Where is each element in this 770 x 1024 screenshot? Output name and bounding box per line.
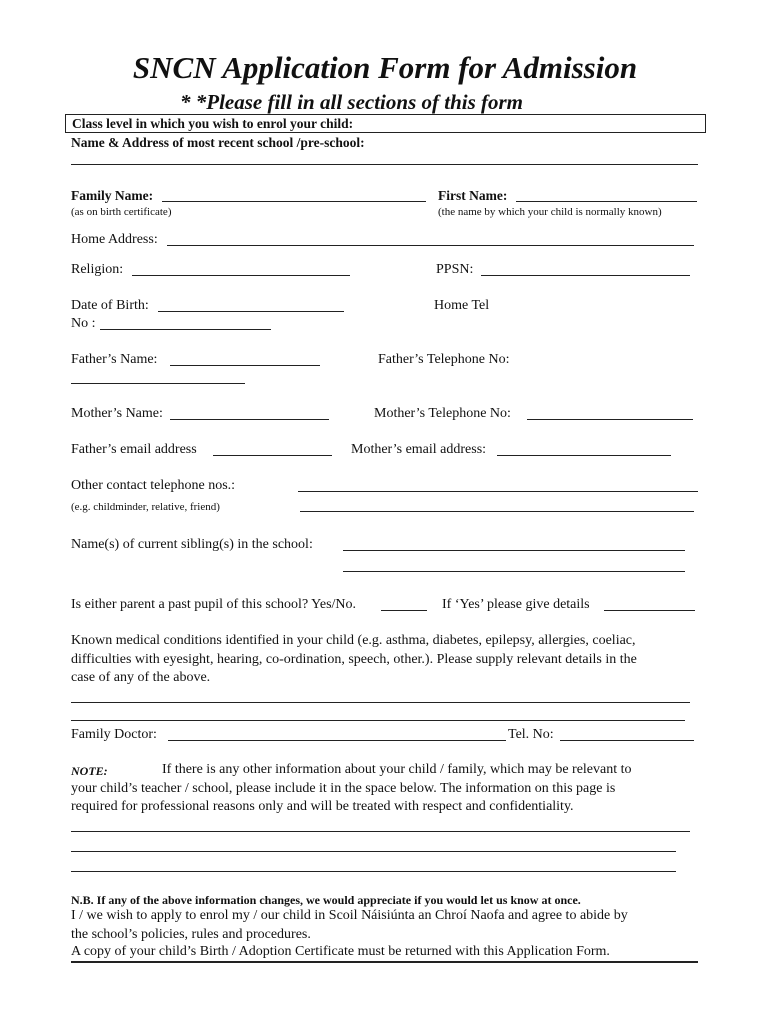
past-pupil-line[interactable] bbox=[381, 610, 427, 611]
if-yes-line[interactable] bbox=[604, 610, 695, 611]
other-contact-label: Other contact telephone nos.: bbox=[71, 478, 236, 493]
fathers-tel-label: Father’s Telephone No: bbox=[378, 352, 510, 367]
certificate-text: A copy of your child’s Birth / Adoption Certificate must be returned with this Application Form. bbox=[71, 944, 610, 959]
fathers-name-line[interactable] bbox=[170, 365, 320, 366]
if-yes-label: If ‘Yes’ please give details bbox=[442, 597, 590, 612]
medical-line-1[interactable] bbox=[71, 702, 690, 703]
recent-school-label: Name & Address of most recent school /pre-school: bbox=[71, 135, 365, 150]
agree-text-1: I / we wish to apply to enrol my / our child in Scoil Náisiúnta an Chroí Naofa and agree to abide by bbox=[71, 908, 628, 923]
note-line-2[interactable] bbox=[71, 851, 676, 852]
first-name-line[interactable] bbox=[516, 201, 697, 202]
note-text-3: required for professional reasons only and will be treated with respect and confidentiality. bbox=[71, 799, 574, 814]
first-name-label: First Name: bbox=[438, 188, 508, 203]
home-tel-label: Home Tel bbox=[434, 298, 490, 313]
home-tel-no-label: No : bbox=[71, 316, 96, 331]
fathers-name-label: Father’s Name: bbox=[71, 352, 158, 367]
mothers-email-label: Mother’s email address: bbox=[351, 442, 487, 457]
family-doctor-line[interactable] bbox=[168, 740, 506, 741]
note-label: NOTE: bbox=[71, 764, 108, 778]
medical-text-2: difficulties with eyesight, hearing, co-ordination, speech, other.). Please supply relevant details in the bbox=[71, 652, 637, 667]
religion-line[interactable] bbox=[132, 275, 350, 276]
agree-text-2: the school’s policies, rules and procedures. bbox=[71, 927, 311, 942]
home-address-label: Home Address: bbox=[71, 232, 158, 247]
family-name-note: (as on birth certificate) bbox=[71, 206, 172, 218]
form-title: SNCN Application Form for Admission bbox=[132, 50, 638, 85]
doctor-tel-line[interactable] bbox=[560, 740, 694, 741]
mothers-tel-label: Mother’s Telephone No: bbox=[374, 406, 511, 421]
mothers-name-label: Mother’s Name: bbox=[71, 406, 163, 421]
fathers-name-line-2[interactable] bbox=[71, 383, 245, 384]
mothers-tel-line[interactable] bbox=[527, 419, 693, 420]
ppsn-line[interactable] bbox=[481, 275, 690, 276]
note-line-3[interactable] bbox=[71, 871, 676, 872]
note-text-2: your child’s teacher / school, please include it in the space below. The information on this page is bbox=[71, 781, 616, 796]
mothers-email-line[interactable] bbox=[497, 455, 671, 456]
bottom-rule bbox=[71, 961, 698, 963]
home-address-line[interactable] bbox=[167, 245, 694, 246]
nb-text: N.B. If any of the above information changes, we would appreciate if you would let us know at once. bbox=[71, 893, 581, 907]
fathers-email-line[interactable] bbox=[213, 455, 332, 456]
home-tel-line[interactable] bbox=[100, 329, 271, 330]
note-line-1[interactable] bbox=[71, 831, 690, 832]
medical-text-1: Known medical conditions identified in your child (e.g. asthma, diabetes, epilepsy, allergies, coeliac, bbox=[71, 633, 636, 648]
family-name-label: Family Name: bbox=[71, 188, 154, 203]
religion-label: Religion: bbox=[71, 262, 124, 277]
medical-line-2[interactable] bbox=[71, 720, 685, 721]
past-pupil-label: Is either parent a past pupil of this school? Yes/No. bbox=[71, 597, 357, 612]
siblings-line-1[interactable] bbox=[343, 550, 685, 551]
other-contact-note: (e.g. childminder, relative, friend) bbox=[71, 501, 220, 513]
first-name-note: (the name by which your child is normally known) bbox=[438, 206, 662, 218]
other-contact-line-2[interactable] bbox=[300, 511, 694, 512]
medical-text-3: case of any of the above. bbox=[71, 670, 211, 685]
siblings-line-2[interactable] bbox=[343, 571, 685, 572]
class-level-label: Class level in which you wish to enrol your child: bbox=[72, 116, 354, 131]
form-subtitle: * *Please fill in all sections of this form bbox=[180, 90, 524, 114]
fathers-email-label: Father’s email address bbox=[71, 442, 197, 457]
family-name-line[interactable] bbox=[162, 201, 426, 202]
doctor-tel-label: Tel. No: bbox=[508, 727, 554, 742]
mothers-name-line[interactable] bbox=[170, 419, 329, 420]
note-text-1: If there is any other information about your child / family, which may be relevant to bbox=[162, 762, 632, 777]
dob-line[interactable] bbox=[158, 311, 344, 312]
recent-school-line[interactable] bbox=[71, 164, 698, 165]
class-level-field[interactable] bbox=[65, 114, 706, 133]
other-contact-line-1[interactable] bbox=[298, 491, 698, 492]
family-doctor-label: Family Doctor: bbox=[71, 727, 157, 742]
dob-label: Date of Birth: bbox=[71, 298, 149, 313]
siblings-label: Name(s) of current sibling(s) in the school: bbox=[71, 537, 313, 552]
ppsn-label: PPSN: bbox=[436, 262, 474, 277]
